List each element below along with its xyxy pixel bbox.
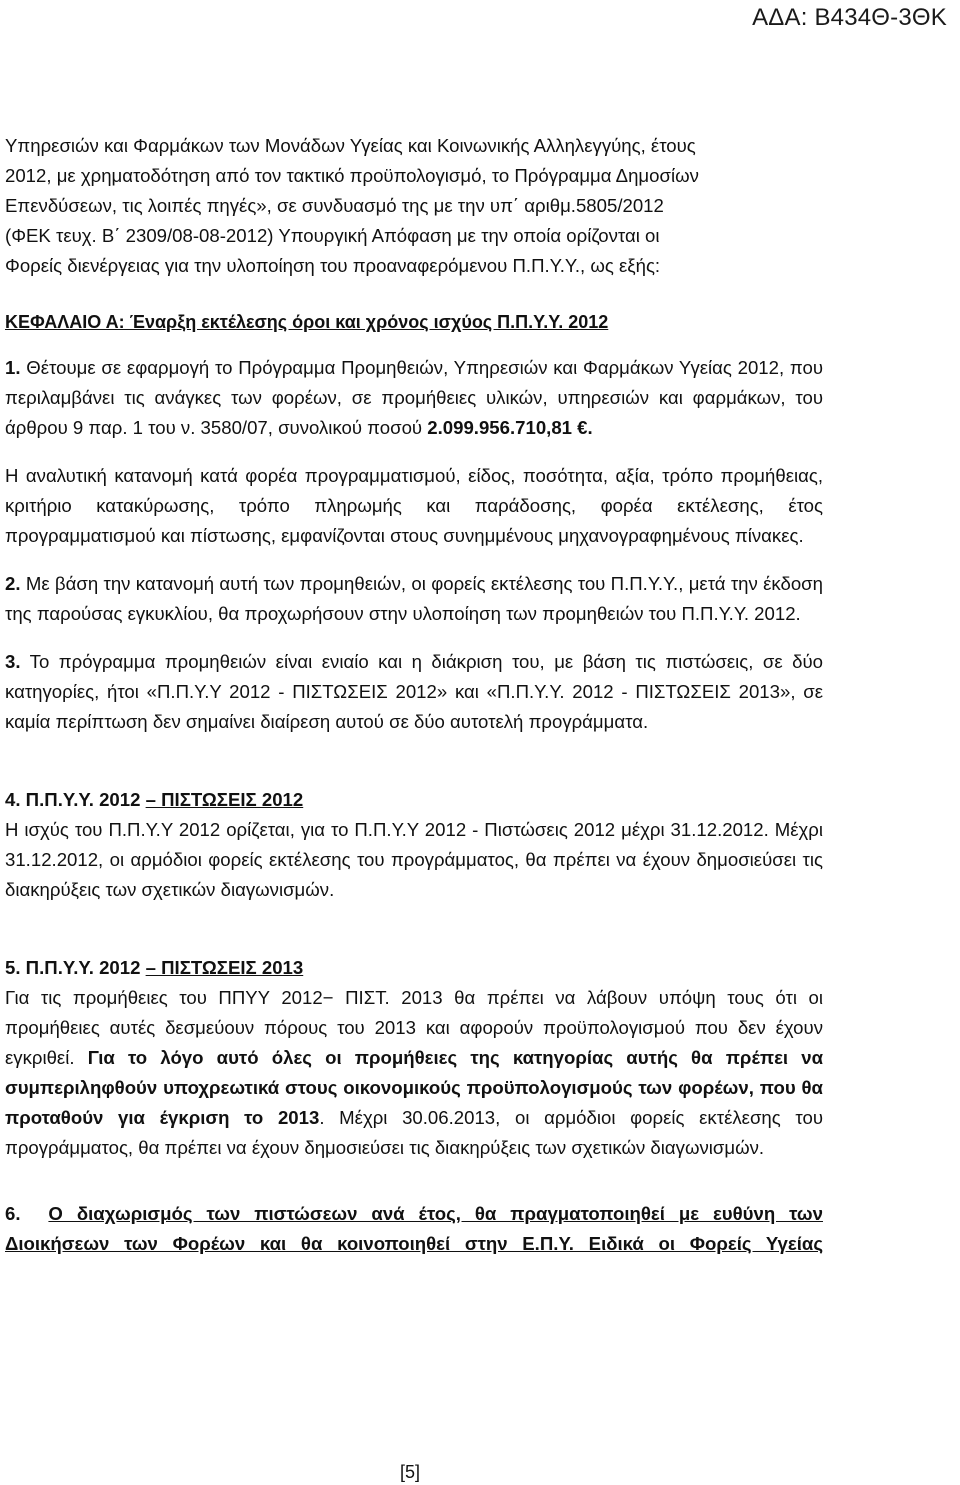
- section-heading-underlined: – ΠΙΣΤΩΣΕΙΣ 2013: [145, 957, 304, 978]
- total-amount: 2.099.956.710,81 €.: [427, 417, 593, 438]
- section-heading-underlined: – ΠΙΣΤΩΣΕΙΣ 2012: [145, 789, 304, 810]
- section-heading: [5, 953, 823, 983]
- document-body: [5, 131, 823, 1259]
- section-3: [5, 647, 823, 737]
- section-heading-prefix: 5. Π.Π.Υ.Υ. 2012: [5, 957, 146, 978]
- section-6: [5, 1199, 823, 1259]
- intro-line: Υπηρεσιών και Φαρμάκων των Μονάδων Υγείας και Κοινωνικής Αλληλεγγύης, έτους: [5, 135, 696, 156]
- section-number: 1.: [5, 357, 21, 378]
- section-text: [5, 983, 823, 1163]
- ada-code: ΑΔΑ: Β434Θ-3ΘΚ: [752, 4, 947, 31]
- chapter-heading: ΚΕΦΑΛΑΙΟ Α: Έναρξη εκτέλεσης όροι και χρόνος ισχύος Π.Π.Υ.Υ. 2012: [5, 312, 609, 332]
- intro-line: Φορείς διενέργειας για την υλοποίηση του προαναφερόμενου Π.Π.Υ.Υ., ως εξής:: [5, 255, 661, 276]
- section-number: 3.: [5, 651, 21, 672]
- section-text-emphasis: Για το λόγο αυτό όλες οι προμήθειες της κατηγορίας αυτής θα πρέπει να συμπεριληφθούν υποχρεωτικά στους οικονομικούς προϋπολογισμούς των φορέων, που θα προταθούν για έγκριση το 2013: [5, 1047, 823, 1128]
- section-4: [5, 785, 823, 905]
- section-5: [5, 953, 823, 1163]
- section-text: Θέτουμε σε εφαρμογή το Πρόγραμμα Προμηθειών, Υπηρεσιών και Φαρμάκων Υγείας 2012, που περιλαμβάνει τις ανάγκες των φορέων, σε προμήθειες υλικών, υπηρεσιών και φαρμάκων, του άρθρου 9 παρ. 1 του ν. 3580/07, συνολικού ποσού: [5, 357, 823, 438]
- intro-line: 2012, με χρηματοδότηση από τον τακτικό προϋπολογισμό, το Πρόγραμμα Δημοσίων: [5, 165, 699, 186]
- section-1: [5, 353, 823, 443]
- intro-line: Επενδύσεων, τις λοιπές πηγές», σε συνδυασμό της με την υπ΄ αριθμ.5805/2012: [5, 195, 664, 216]
- section-1-detail: Η αναλυτική κατανομή κατά φορέα προγραμματισμού, είδος, ποσότητα, αξία, τρόπο προμήθειας, κριτήριο κατακύρωσης, τρόπο πληρωμής και παράδοσης, φορέα εκτέλεσης, έτος προγραμματισμού και πίστωσης, εμφανίζονται στους συνημμένους μηχανογραφημένους πίνακες.: [5, 465, 823, 546]
- page-number: [5]: [400, 1462, 421, 1482]
- section-text-part: . Μέχρι 30.06.2013, οι αρμόδιοι φορείς εκτέλεσης του προγράμματος, θα πρέπει να έχουν δημοσιεύσει τις διακηρύξεις των σχετικών διαγωνισμών.: [5, 1107, 823, 1158]
- section-heading-prefix: 4. Π.Π.Υ.Υ. 2012: [5, 789, 146, 810]
- section-heading: [5, 785, 823, 815]
- intro-paragraph: [5, 131, 823, 281]
- section-text: Το πρόγραμμα προμηθειών είναι ενιαίο και η διάκριση του, με βάση τις πιστώσεις, σε δύο κατηγορίες, ήτοι «Π.Π.Υ.Υ 2012 - ΠΙΣΤΩΣΕΙΣ 2012» και «Π.Π.Υ.Υ. 2012 - ΠΙΣΤΩΣΕΙΣ 2013», σε καμία περίπτωση δεν σημαίνει διαίρεση αυτού σε δύο αυτοτελή προγράμματα.: [5, 651, 823, 732]
- intro-line: (ΦΕΚ τευχ. Β΄ 2309/08-08-2012) Υπουργική Απόφαση με την οποία ορίζονται οι: [5, 225, 660, 246]
- section-number: 2.: [5, 573, 21, 594]
- section-text: Η ισχύς του Π.Π.Υ.Υ 2012 ορίζεται, για το Π.Π.Υ.Υ 2012 - Πιστώσεις 2012 μέχρι 31.12.2012. Μέχρι 31.12.2012, οι αρμόδιοι φορείς εκτέλεσης του προγράμματος, θα πρέπει να έχουν δημοσιεύσει τις διακηρύξεις των σχετικών διαγωνισμών.: [5, 819, 823, 900]
- section-text: Ο διαχωρισμός των πιστώσεων ανά έτος, θα πραγματοποιηθεί με ευθύνη των Διοικήσεων των Φορέων και θα κοινοποιηθεί στην Ε.Π.Υ. Ειδικά οι Φορείς Υγείας: [5, 1203, 823, 1254]
- section-text: Με βάση την κατανομή αυτή των προμηθειών, οι φορείς εκτέλεσης του Π.Π.Υ.Υ., μετά την έκδοση της παρούσας εγκυκλίου, θα προχωρήσουν στην υλοποίηση των προμηθειών του Π.Π.Υ.Υ. 2012.: [5, 573, 823, 624]
- section-text-part: Για τις προμήθειες του ΠΠΥΥ 2012− ΠΙΣΤ. 2013 θα πρέπει να λάβουν υπόψη τους ότι οι προμήθειες αυτές δεσμεύουν πόρους του 2013 και αφορούν προϋπολογισμού που δεν έχουν εγκριθεί.: [5, 987, 823, 1068]
- section-2: [5, 569, 823, 629]
- section-number: 6.: [5, 1203, 21, 1224]
